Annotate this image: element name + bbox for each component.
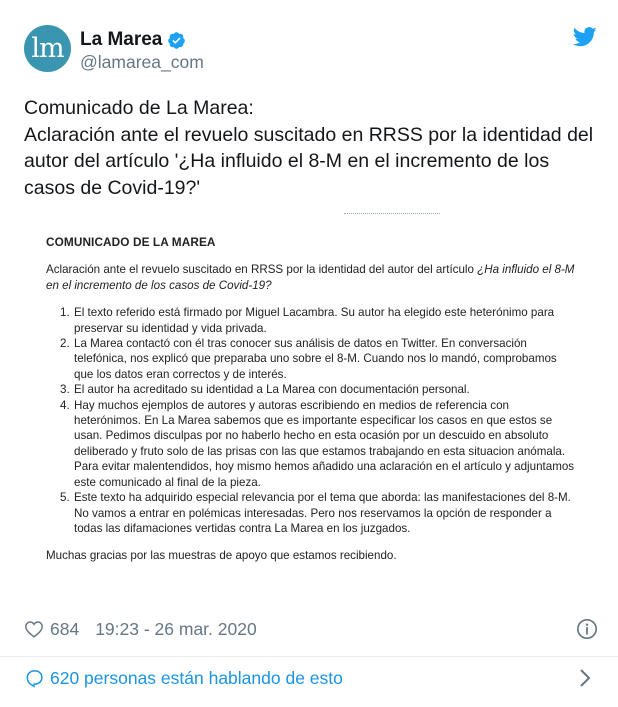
list-item-number: 5.: [60, 491, 70, 505]
like-count[interactable]: 684: [50, 618, 80, 639]
image-crop-marks: [344, 213, 440, 216]
document-intro-text: Aclaración ante el revuelo suscitado en RRSS por la identidad del autor del artículo: [46, 263, 474, 277]
avatar[interactable]: [24, 25, 71, 72]
verified-badge-icon: [167, 31, 186, 50]
document-intro: [46, 262, 576, 293]
list-item-number: 2.: [60, 337, 70, 351]
conversation-label: 620 personas están hablando de esto: [50, 667, 343, 688]
tweet-image[interactable]: [24, 209, 594, 603]
speech-bubble-icon: [24, 668, 44, 688]
list-item: [46, 490, 576, 536]
statement-document: [46, 235, 576, 564]
author-handle[interactable]: @lamarea_com: [80, 52, 204, 72]
tweet-line-1: Comunicado de La Marea:: [24, 97, 254, 119]
document-closing: Muchas gracias por las muestras de apoyo que estamos recibiendo.: [46, 549, 397, 563]
list-item: [46, 382, 576, 397]
list-item: [46, 305, 576, 336]
twitter-bird-icon[interactable]: [573, 27, 597, 47]
tweet-meta: [24, 618, 602, 640]
list-item-number: 4.: [60, 398, 70, 412]
list-item-text: Este texto ha adquirido especial relevancia por el tema que aborda: las manifestaciones del 8-M. No vamos a entrar en polémicas interesadas. Pero nos reservamos la opción de responder a todas las difamaciones vertidas contra La Marea en los juzgados.: [74, 491, 571, 535]
divider: [0, 656, 618, 657]
author-name-text: La Marea: [80, 29, 163, 50]
document-title: COMUNICADO DE LA MAREA: [46, 235, 216, 249]
conversation-link[interactable]: [24, 667, 602, 689]
document-points-list: [46, 305, 576, 536]
list-item-number: 1.: [60, 306, 70, 320]
tweet-text: [24, 95, 604, 201]
list-item: [46, 398, 576, 490]
heart-icon[interactable]: [24, 620, 44, 638]
list-item-number: 3.: [60, 383, 70, 397]
list-item-text: Hay muchos ejemplos de autores y autoras escribiendo en medios de referencia con heterónimos. En La Marea sabemos que es importante especificar los casos en que estos se usan. Pedimos disculpas por no haberlo hecho en esta ocasión por un descuido en absoluto deliberado y fruto solo de las prisas con las que estamos trabajando en esta situacion anómala. Para evitar malentendidos, hoy mismo hemos añadido una aclaración en el artículo y adjuntamos este comunicado al final de la pieza.: [74, 398, 575, 489]
list-item-text: El texto referido está firmado por Miguel Lacambra. Su autor ha elegido este heterónimo para preservar su identidad y vida privada.: [74, 306, 555, 335]
list-item-text: El autor ha acreditado su identidad a La Marea con documentación personal.: [74, 383, 470, 397]
tweet-timestamp[interactable]: 19:23 - 26 mar. 2020: [95, 618, 257, 639]
info-icon[interactable]: [576, 618, 598, 640]
list-item: [46, 336, 576, 382]
chevron-right-icon[interactable]: [578, 668, 592, 688]
avatar-logo-text: lm: [31, 33, 64, 64]
list-item-text: La Marea contactó con él tras conocer sus análisis de datos en Twitter. En conversación telefónica, nos explicó que preparaba uno sobre el 8-M. Cuando nos lo mandó, comprobamos que los datos eran correctos y de interés.: [74, 337, 557, 381]
document-intro-article-title: ¿Ha influido el 8-M en el incremento de los casos de Covid-19?: [46, 263, 575, 292]
author-name[interactable]: [80, 29, 186, 51]
tweet-line-2: Aclaración ante el revuelo suscitado en RRSS por la identidad del autor del artículo '¿Ha influido el 8-M en el incremento de los casos de Covid-19?': [24, 123, 594, 199]
